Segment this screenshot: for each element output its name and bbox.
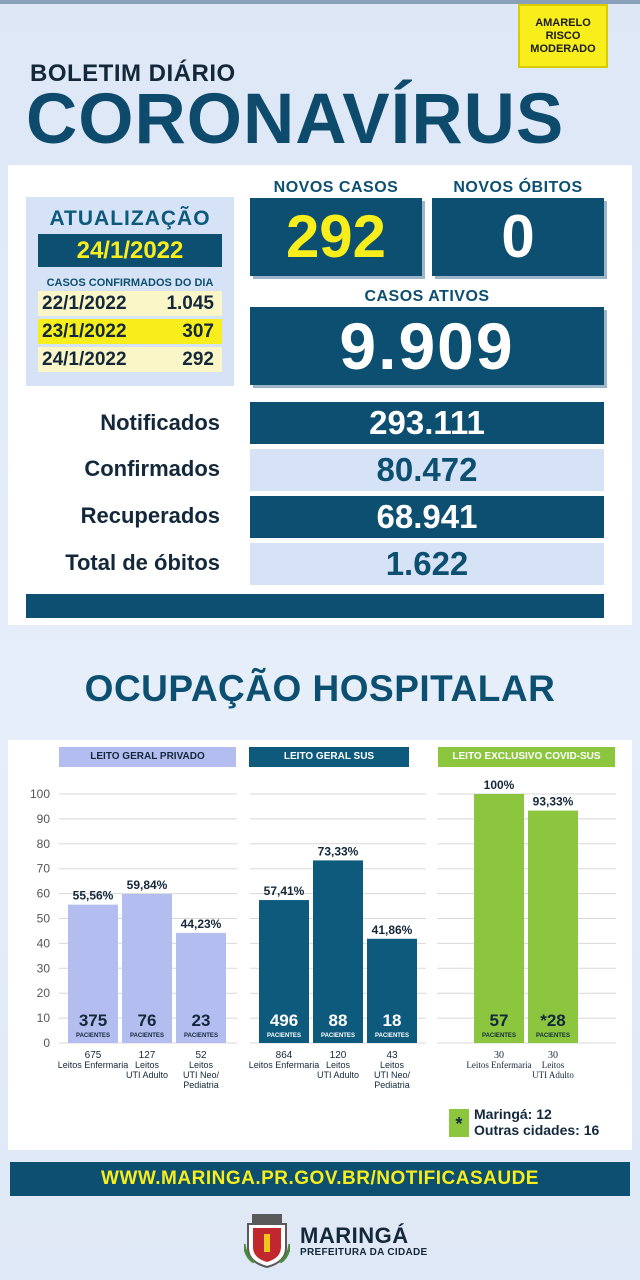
y-tick-label: 60 [36, 886, 50, 901]
bar-patients-count: 88 [328, 1011, 348, 1030]
y-tick-label: 20 [36, 986, 50, 1001]
bar-bed-type-label: Leitos UTI Adulto [316, 1060, 360, 1080]
daily-value: 307 [182, 320, 214, 342]
bar-patients-label: PACIENTES [321, 1033, 355, 1039]
asterisk-legend-icon: * [449, 1109, 469, 1137]
daily-date: 22/1/2022 [42, 292, 127, 314]
hospital-occupancy-chart [8, 740, 632, 1100]
bulletin-subtitle: BOLETIM DIÁRIO [30, 60, 236, 87]
bar-patients-count: 496 [269, 1011, 299, 1030]
group-header-sus: LEITO GERAL SUS [249, 747, 409, 767]
bar-beds-count: 864 [275, 1050, 293, 1061]
bar-value-label: 44,23% [180, 916, 222, 931]
bar-beds-count: 127 [138, 1050, 156, 1061]
total-deaths-label: Total de óbitos [65, 550, 220, 575]
daily-row [38, 347, 222, 372]
bar-value-label: 73,33% [317, 844, 359, 859]
city-seal-logo [244, 1214, 290, 1268]
y-tick-label: 30 [36, 961, 50, 976]
daily-cases-label: CASOS CONFIRMADOS DO DIA [46, 277, 214, 289]
bar-beds-count: 30 [548, 1050, 558, 1061]
update-label: ATUALIZAÇÃO [49, 207, 211, 230]
bar-bed-type-label: Leitos UTI Adulto [125, 1060, 169, 1080]
bar-value-label: 100% [483, 778, 515, 792]
bar-value-label: 57,41% [263, 884, 305, 899]
bar [474, 794, 524, 1043]
total-deaths-value: 1.622 [250, 543, 604, 585]
bar-beds-count: 43 [386, 1050, 398, 1061]
risk-line-1: AMARELO [535, 16, 591, 29]
daily-row [38, 319, 222, 344]
new-deaths-label: NOVOS ÓBITOS [453, 179, 583, 196]
bar-patients-count: 76 [137, 1011, 157, 1030]
risk-line-2: RISCO [545, 29, 581, 42]
new-deaths-value: 0 [432, 198, 604, 276]
y-tick-label: 70 [36, 861, 50, 876]
bar-patients-label: PACIENTES [130, 1033, 164, 1039]
bar-patients-count: 57 [489, 1011, 509, 1030]
daily-date: 23/1/2022 [42, 320, 127, 342]
bar-bed-type-label: Leitos Enfermaria [57, 1060, 129, 1070]
y-tick-label: 80 [36, 836, 50, 851]
bar-patients-label: PACIENTES [184, 1033, 218, 1039]
bar-value-label: 59,84% [126, 877, 168, 892]
daily-value: 292 [182, 348, 214, 370]
bar-patients-count: 23 [191, 1011, 211, 1030]
recovered-value: 68.941 [250, 496, 604, 538]
footer-url-link[interactable]: WWW.MARINGA.PR.GOV.BR/NOTIFICASAUDE [10, 1162, 630, 1196]
legend-line-maringa: Maringá: 12 [474, 1106, 552, 1122]
new-cases-label: NOVOS CASOS [273, 179, 399, 196]
y-tick-label: 90 [36, 811, 50, 826]
risk-line-3: MODERADO [530, 42, 596, 55]
bar-patients-count: *28 [540, 1011, 566, 1030]
bar-bed-type-label: Leitos Enfermaria [466, 1060, 532, 1070]
bar-bed-type-label: Leitos UTI Neo/ Pediatria [373, 1060, 411, 1090]
daily-date: 24/1/2022 [42, 348, 127, 370]
bar-value-label: 41,86% [371, 922, 413, 937]
bar-patients-label: PACIENTES [76, 1033, 110, 1039]
bar-beds-count: 52 [195, 1050, 207, 1061]
bar [528, 811, 578, 1043]
bar-bed-type-label: Leitos Enfermaria [248, 1060, 320, 1070]
bar-beds-count: 675 [84, 1050, 102, 1061]
update-date: 24/1/2022 [38, 234, 222, 267]
bar-beds-count: 30 [494, 1050, 504, 1061]
bar-patients-label: PACIENTES [482, 1033, 516, 1039]
y-tick-label: 10 [36, 1011, 50, 1026]
confirmed-value: 80.472 [250, 449, 604, 491]
hospital-occupancy-title: OCUPAÇÃO HOSPITALAR [84, 668, 556, 709]
bar-patients-count: 375 [78, 1011, 108, 1030]
daily-row [38, 291, 222, 316]
recovered-label: Recuperados [80, 503, 220, 528]
footer-city-name: MARINGÁ [300, 1223, 409, 1248]
bar-patients-label: PACIENTES [267, 1033, 301, 1039]
bar-value-label: 93,33% [532, 794, 574, 809]
legend-text [474, 1106, 599, 1138]
legend-line-other-cities: Outras cidades: 16 [474, 1122, 600, 1138]
y-tick-label: 40 [36, 936, 50, 951]
y-tick-label: 100 [29, 787, 50, 801]
bar-patients-count: 18 [382, 1011, 402, 1030]
bar-value-label: 55,56% [72, 888, 114, 903]
active-cases-label: CASOS ATIVOS [364, 288, 490, 305]
group-header-covid-sus: LEITO EXCLUSIVO COVID-SUS [438, 747, 615, 767]
risk-level-badge [518, 4, 608, 68]
active-cases-value: 9.909 [250, 307, 604, 385]
bar-patients-label: PACIENTES [536, 1033, 570, 1039]
y-tick-label: 0 [43, 1036, 50, 1050]
y-tick-label: 50 [36, 911, 50, 926]
notified-value: 293.111 [250, 402, 604, 444]
confirmed-label: Confirmados [84, 456, 220, 481]
daily-value: 1.045 [166, 292, 214, 314]
footer-org-name: PREFEITURA DA CIDADE [300, 1247, 428, 1258]
bar-patients-label: PACIENTES [375, 1033, 409, 1039]
bar-bed-type-label: Leitos UTI Neo/ Pediatria [182, 1060, 220, 1090]
page-title: CORONAVÍRUS [26, 80, 565, 159]
new-cases-value: 292 [250, 198, 422, 276]
bar-bed-type-label: Leitos UTI Adulto [532, 1060, 574, 1080]
group-header-private: LEITO GERAL PRIVADO [59, 747, 236, 767]
bar-beds-count: 120 [329, 1050, 347, 1061]
summary-bottom-bar [26, 594, 604, 618]
notified-label: Notificados [100, 410, 220, 435]
